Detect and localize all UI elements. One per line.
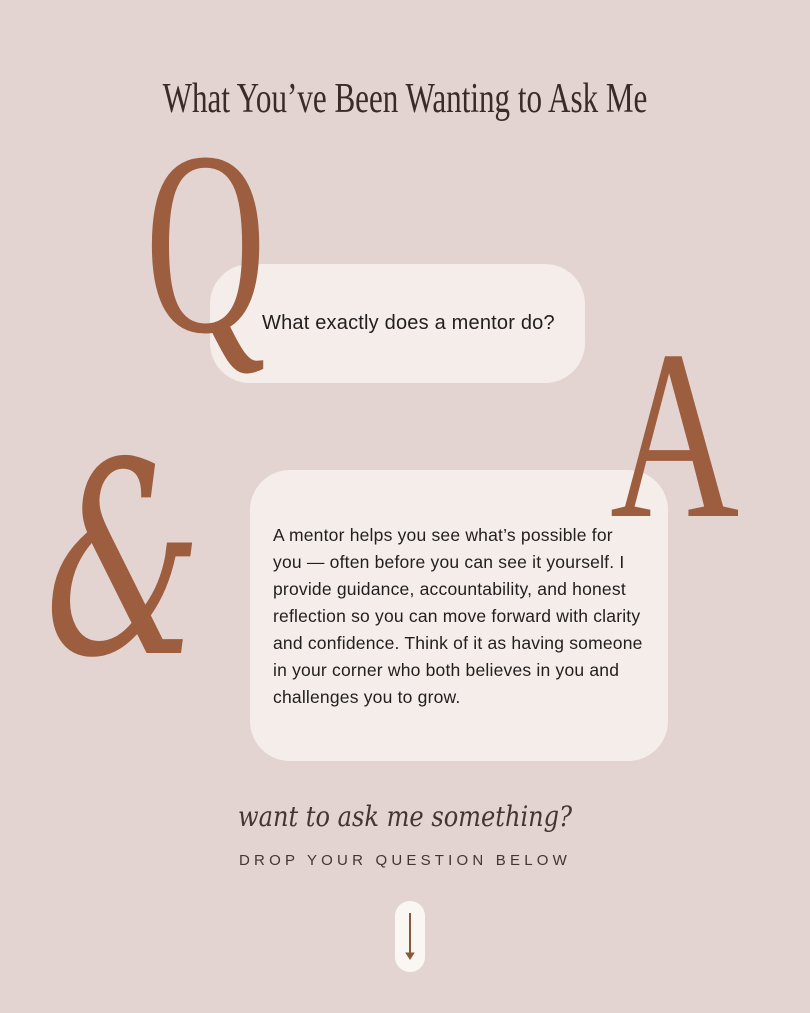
answer-card (250, 470, 668, 761)
letter-q: Q (145, 98, 267, 388)
question-text: What exactly does a mentor do? (262, 312, 555, 334)
scroll-down-pill (395, 901, 425, 972)
script-prompt: want to ask me something? (237, 800, 573, 833)
answer-text: A mentor helps you see what’s possible for you — often before you can see it yourself. I provide guidance, accountability, and honest reflection so you can move forward with clarity and confidence. Think of it as having someone in your corner who both believes in you and challenges you to grow. (273, 525, 643, 707)
page-title: What You’ve Been Wanting to Ask Me (162, 76, 648, 122)
cta-text: DROP YOUR QUESTION BELOW (239, 852, 571, 869)
ampersand: & (45, 405, 202, 716)
down-arrow-icon (403, 910, 417, 964)
question-card (210, 264, 585, 383)
letter-a: A (610, 301, 740, 569)
